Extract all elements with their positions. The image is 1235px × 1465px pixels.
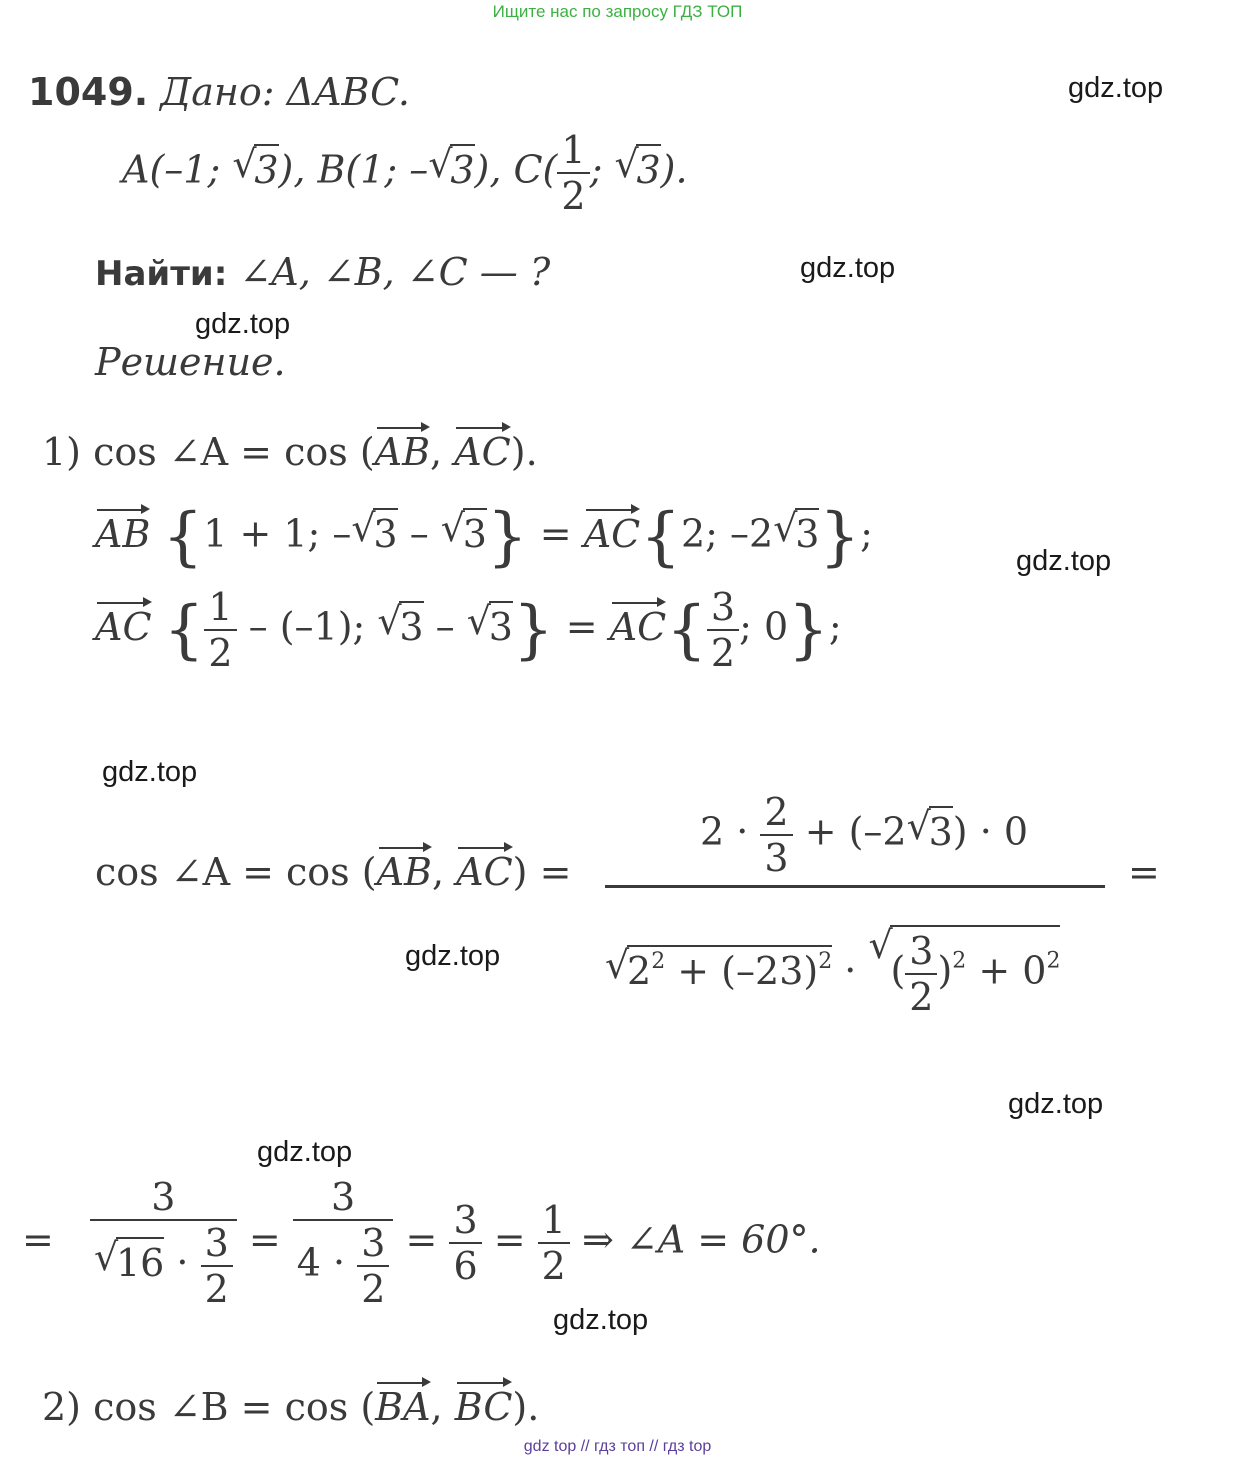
- den-frac-sq: 2: [952, 948, 967, 974]
- result-eq-1: =: [22, 1217, 54, 1262]
- frac-half-den: 2: [204, 629, 236, 675]
- ac-line-minus: –: [423, 604, 467, 649]
- result-eq-2: =: [248, 1217, 281, 1262]
- formula-lhs: [95, 850, 571, 894]
- vector-ac-line: [95, 585, 842, 675]
- frac-den-1: [90, 1219, 237, 1311]
- den-dot: ·: [832, 948, 869, 993]
- den-d: + 0: [966, 948, 1047, 993]
- vector-ac: AC: [454, 430, 511, 474]
- frac-3-over-sqrt16: [90, 1175, 237, 1311]
- den-a-sq: 2: [651, 948, 666, 974]
- ac-line-mid: – (–1);: [236, 604, 378, 649]
- ab-result-start: 2; –2: [680, 511, 774, 556]
- den-b: + (–2: [665, 948, 780, 993]
- den-frac-den: 2: [905, 973, 937, 1019]
- watermark: gdz.top: [553, 1304, 649, 1336]
- step1-comma: ,: [430, 430, 455, 474]
- step1-header: [42, 430, 538, 474]
- formula-comma: ,: [431, 850, 457, 894]
- sqrt-ac-1: [377, 601, 423, 649]
- frac-3-6: [449, 1198, 481, 1288]
- formula-lhs-end: ) =: [512, 850, 572, 894]
- den-a: 2: [627, 948, 652, 993]
- frac-two-thirds-num: 2: [764, 790, 789, 834]
- brace-close: }: [819, 500, 861, 574]
- ac-result-end: ;: [828, 604, 842, 649]
- watermark: gdz.top: [195, 308, 291, 340]
- result-conclusion: ⇒ ∠A = 60°.: [581, 1217, 821, 1262]
- num-prefix: 2 ·: [700, 809, 761, 854]
- den-d-sq: 2: [1046, 948, 1061, 974]
- num-suffix-b: ) · 0: [952, 809, 1029, 854]
- formula-lhs-start: cos ∠A = cos (: [95, 850, 377, 894]
- frac-c-den: 2: [557, 172, 589, 218]
- solution-label: Решение.: [95, 340, 286, 384]
- frac-inner-2-den: 2: [357, 1265, 389, 1311]
- problem-number: 1049.: [28, 70, 149, 114]
- sqrt-ac-1-radicand: 3: [399, 601, 423, 649]
- frac-den-2: [293, 1219, 394, 1311]
- sqrt-c-radicand: 3: [636, 144, 660, 192]
- step2-header: [42, 1385, 539, 1429]
- frac-3-6-den: 6: [449, 1242, 481, 1288]
- watermark: gdz.top: [800, 252, 896, 284]
- den-sqrt-1: [605, 945, 832, 993]
- step2-header-start: 2) cos ∠B = cos (: [42, 1385, 376, 1429]
- point-a-close: ),: [278, 147, 318, 192]
- ab-line-mid: 1 + 1; –: [203, 511, 352, 556]
- ac-line-eq: =: [553, 604, 610, 649]
- frac-two-thirds-den: 3: [760, 834, 792, 880]
- frac-two-thirds: [760, 790, 792, 880]
- num-suffix-a: + (–2: [792, 809, 907, 854]
- frac-1-2-den: 2: [538, 1242, 570, 1288]
- frac-inner-1-num: 3: [204, 1221, 229, 1265]
- step2-comma: ,: [430, 1385, 455, 1429]
- sqrt-ac-2: [467, 601, 513, 649]
- num-sqrt: [907, 806, 953, 854]
- watermark: gdz.top: [405, 940, 501, 972]
- problem-header: [28, 70, 410, 114]
- vector-ab-line: [95, 500, 873, 574]
- frac-num-2: 3: [331, 1175, 356, 1219]
- brace-close: }: [486, 500, 528, 574]
- frac-inner-2-num: 3: [361, 1221, 386, 1265]
- ab-line-minus: –: [397, 511, 441, 556]
- sqrt-ab-3-radicand: 3: [795, 508, 819, 556]
- step1-header-end: ).: [510, 430, 538, 474]
- result-eq-3: =: [405, 1217, 438, 1262]
- frac-1-2: [538, 1198, 570, 1288]
- formula-trailing-eq: =: [1128, 850, 1160, 894]
- vector-ac-label: AC: [583, 511, 641, 556]
- given-label: Дано:: [160, 70, 275, 114]
- ab-result-end: ;: [860, 511, 873, 556]
- result-line: [22, 1175, 821, 1311]
- frac-inner-1-den: 2: [201, 1265, 233, 1311]
- frac-three-halves-den: 2: [707, 629, 739, 675]
- sqrt-b-radicand: 3: [450, 144, 474, 192]
- den-frac-num: 3: [909, 929, 934, 973]
- points-line: [122, 128, 688, 218]
- watermark: gdz.top: [1016, 545, 1112, 577]
- point-c-open: C(: [513, 147, 558, 192]
- brace-open: {: [162, 500, 204, 574]
- vector-ab: AB: [374, 430, 431, 474]
- sqrt-b: [428, 144, 474, 192]
- sqrt-ab-2: [441, 508, 487, 556]
- sqrt-ab-2-radicand: 3: [463, 508, 487, 556]
- vector-bc: BC: [454, 1385, 513, 1429]
- den-sqrt-2: [868, 925, 1060, 1019]
- den-frac: [905, 929, 937, 1019]
- brace-open: {: [163, 593, 205, 667]
- den-c-sq: 2: [818, 948, 833, 974]
- sqrt-c: [614, 144, 660, 192]
- den-sqrt-2-radicand: ( $\frac{3}{2}$ )$^2 + 0^2$: [890, 925, 1060, 1019]
- frac-3-6-num: 3: [453, 1198, 478, 1242]
- dot-1: ·: [176, 1240, 189, 1285]
- watermark: gdz.top: [1008, 1088, 1104, 1120]
- frac-c-num: 1: [561, 128, 586, 172]
- frac-half: [204, 585, 236, 675]
- frac-3-over-4: [293, 1175, 394, 1311]
- frac-inner-2: [357, 1221, 389, 1311]
- sqrt-a: [232, 144, 278, 192]
- four-dot: 4 ·: [296, 1240, 346, 1285]
- formula-numerator: [700, 790, 1028, 880]
- point-c-close: ).: [660, 147, 688, 192]
- step2-header-end: ).: [512, 1385, 540, 1429]
- sqrt-ab-3: [773, 508, 819, 556]
- point-b-close: ),: [474, 147, 514, 192]
- formula-fraction-bar: [605, 885, 1105, 888]
- step1-header-start: 1) cos ∠A = cos (: [42, 430, 375, 474]
- formula-denominator: [605, 925, 1060, 1019]
- search-banner: Ищите нас по запросу ГДЗ ТОП: [492, 2, 743, 21]
- sqrt-ac-2-radicand: 3: [489, 601, 513, 649]
- ac-result-mid: ; 0: [739, 604, 789, 649]
- point-a-open: A(–1;: [122, 147, 233, 192]
- brace-close: }: [788, 593, 829, 667]
- result-eq-4: =: [493, 1217, 526, 1262]
- frac-num-1: 3: [151, 1175, 176, 1219]
- find-value: ∠A, ∠B, ∠C — ?: [239, 250, 551, 294]
- frac-three-halves: [707, 585, 739, 675]
- find-line: [95, 250, 550, 294]
- frac-c-x: [557, 128, 589, 218]
- point-c-mid: ;: [589, 147, 615, 192]
- den-c: ): [803, 948, 819, 993]
- watermark: gdz.top: [257, 1136, 353, 1168]
- sqrt-16-radicand: 16: [116, 1237, 164, 1285]
- brace-close: }: [512, 593, 554, 667]
- point-b-open: B(1; –: [317, 147, 429, 192]
- formula-vector-ab: AB: [376, 850, 432, 894]
- frac-1-2-num: 1: [541, 1198, 566, 1242]
- frac-inner-1: [201, 1221, 233, 1311]
- find-label: Найти:: [95, 254, 228, 294]
- given-triangle: ΔABC.: [286, 70, 410, 114]
- brace-open: {: [666, 593, 707, 667]
- den-sqrt-1-radicand: [627, 945, 832, 993]
- num-sqrt-radicand: 3: [929, 806, 953, 854]
- ab-line-eq: =: [527, 511, 584, 556]
- sqrt-ab-1: [351, 508, 397, 556]
- sqrt-a-radicand: 3: [254, 144, 278, 192]
- vector-ac-label-2: AC: [609, 604, 667, 649]
- footer-links[interactable]: gdz top // гдз топ // гдз top: [523, 1438, 712, 1455]
- vector-ac-label: AC: [95, 604, 152, 649]
- vector-ba: BA: [375, 1385, 431, 1429]
- den-b-three: 3: [779, 948, 804, 993]
- watermark: gdz.top: [102, 756, 198, 788]
- sqrt-ab-1-radicand: 3: [373, 508, 397, 556]
- vector-ab-label: AB: [95, 511, 151, 556]
- watermark: gdz.top: [1068, 72, 1164, 104]
- brace-open: {: [640, 500, 681, 574]
- frac-half-num: 1: [208, 585, 233, 629]
- formula-vector-ac: AC: [456, 850, 513, 894]
- frac-three-halves-num: 3: [710, 585, 736, 629]
- sqrt-16: [94, 1237, 164, 1285]
